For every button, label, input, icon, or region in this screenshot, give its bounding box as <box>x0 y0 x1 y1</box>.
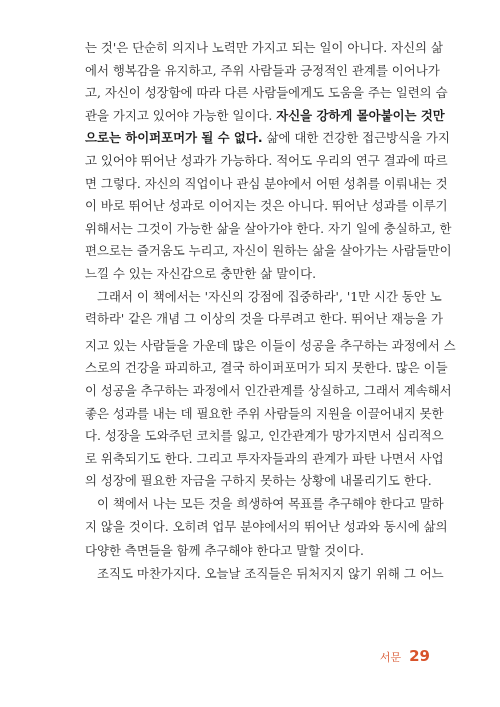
text-line: 위해서는 그것이 가능한 삶을 살아가야 한다. 자기 일에 충실하고, 한 <box>85 220 452 236</box>
text-line: 좋은 성과를 내는 데 필요한 주위 사람들의 지원을 이끌어내지 못한 <box>85 405 444 421</box>
text-line: 는 것'은 단순히 의지나 노력만 가지고 되는 일이 아니다. 자신의 삶 <box>85 40 443 55</box>
text-segment: 삶에 대한 건강한 접근방식을 가지 <box>262 130 450 146</box>
text-line: 다양한 측면들을 함께 추구해야 한다고 말할 것이다. <box>85 543 364 559</box>
page-number: 29 <box>409 647 430 665</box>
text-line: 에서 행복감을 유지하고, 주위 사람들과 긍정적인 관계를 이어나가 <box>85 62 440 78</box>
text-line: 면 그렇다. 자신의 직업이나 관심 분야에서 어떤 성취를 이뤄내는 것 <box>85 175 448 191</box>
page-footer <box>380 647 430 667</box>
text-line: 고, 자신이 성장함에 따라 다른 사람들에게도 도움을 주는 일련의 습 <box>85 85 448 101</box>
bold-emphasis: 으로는 하이퍼포머가 될 수 없다. <box>85 130 263 146</box>
text-line-mixed <box>85 105 445 127</box>
text-line: 이 성공을 추구하는 과정에서 인간관계를 상실하고, 그래서 계속해서 <box>85 383 452 398</box>
text-line: 의 성장에 필요한 자금을 구하지 못하는 상황에 내몰리기도 한다. <box>85 473 432 489</box>
text-line: 조직도 마찬가지다. 오늘날 조직들은 뒤처지지 않기 위해 그 어느 <box>97 565 444 581</box>
text-line: 이 책에서 나는 모든 것을 희생하여 목표를 추구해야 한다고 말하 <box>97 496 444 511</box>
bold-emphasis: 자신을 강하게 몰아붙이는 것만 <box>276 107 445 123</box>
text-line: 스로의 건강을 파괴하고, 결국 하이퍼포머가 되지 못한다. 많은 이들 <box>85 360 448 376</box>
text-segment: 관을 가지고 있어야 가능한 일이다. <box>85 107 273 123</box>
text-line: 력하라' 같은 개념 그 이상의 것을 다루려고 한다. 뛰어난 재능을 가 <box>85 311 443 327</box>
text-line: 느낄 수 있는 자신감으로 충만한 삶 말이다. <box>85 266 317 281</box>
text-line: 지고 있는 사람들을 가운데 많은 이들이 성공을 추구하는 과정에서 스 <box>85 337 456 353</box>
text-line: 다. 성장을 도와주던 코치를 잃고, 인간관계가 망가지면서 심리적으 <box>85 428 444 444</box>
text-line: 이 바로 뛰어난 성과로 이어지는 것은 아니다. 뛰어난 성과를 이루기 <box>85 198 448 214</box>
text-line-mixed <box>85 127 450 149</box>
text-line: 로 위축되기도 한다. 그리고 투자자들과의 관계가 파탄 나면서 사업 <box>85 450 444 466</box>
text-line: 그래서 이 책에서는 '자신의 강점에 집중하라', '1만 시간 동안 노 <box>97 288 442 304</box>
text-line: 편으로는 즐거움도 누리고, 자신이 원하는 삶을 살아가는 사람들만이 <box>85 243 452 259</box>
text-line: 지 않을 것이다. 오히려 업무 분야에서의 뛰어난 성과와 동시에 삶의 <box>85 518 448 534</box>
section-label: 서문 <box>379 651 402 664</box>
text-line: 고 있어야 뛰어난 성과가 가능하다. 적어도 우리의 연구 결과에 따르 <box>85 153 448 168</box>
